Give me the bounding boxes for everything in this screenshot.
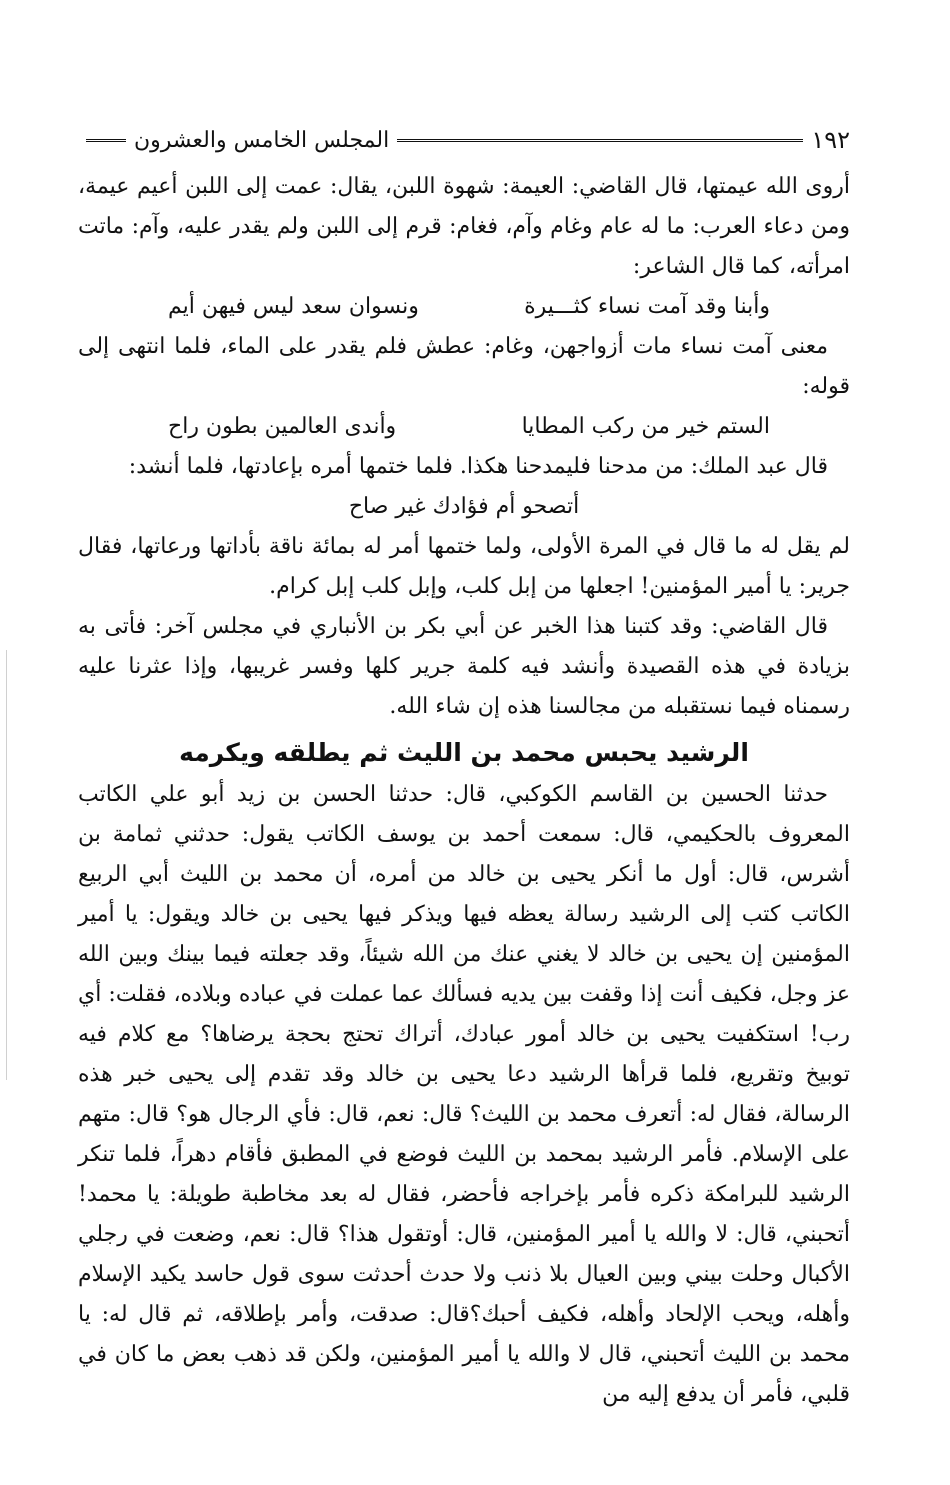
paragraph: حدثنا الحسين بن القاسم الكوكبي، قال: حدثنا الحسن بن زيد أبو علي الكاتب المعروف بالحكيمي، قال: سمعت أحمد بن يوسف الكاتب يقول: حدثني ثمامة بن أشرس، قال: أول ما أنكر يحيى بن خالد من أمره، أن محمد بن الليث أبي الربيع الكاتب كتب إلى الرشيد رسالة يعظه فيها ويذكر فيها يحيى بن خالد ويقول: يا أمير المؤمنين إن يحيى بن خالد لا يغني عنك من الله شيئاً، وقد جعلته فيما بينك وبين الله عز وجل، فكيف أنت إذا وقفت بين يديه فسألك عما عملت في عباده وبلاده، فقلت: أي رب! استكفيت يحيى بن خالد أمور عبادك، أتراك تحتج بحجة يرضاها؟ مع كلام فيه توبيخ وتقريع، فلما قرأها الرشيد دعا يحيى بن خالد وقد تقدم إلى يحيى خبر هذه الرسالة، فقال له: أتعرف محمد بن الليث؟ قال: نعم، قال: فأي الرجال هو؟ قال: متهم على الإسلام. فأمر الرشيد بمحمد بن الليث فوضع في المطبق فأقام دهراً، فلما تنكر الرشيد للبرامكة ذكره فأمر بإخراجه فأحضر، فقال له بعد مخاطبة طويلة: يا محمد! أتحبني، قال: لا والله يا أمير المؤمنين، قال: أوتقول هذا؟ قال: نعم، وضعت في رجلي الأكبال وحلت بيني وبين العيال بلا ذنب ولا حدث أحدثت سوى قول حاسد يكيد الإسلام وأهله، ويحب الإلحاد وأهله، فكيف أحبك؟قال: صدقت، وأمر بإطلاقه، ثم قال له: يا محمد بن الليث أتحبني، قال لا والله يا أمير المؤمنين، ولكن قد ذهب بعض ما كان في قلبي، فأمر أن يدفع إليه من <box>78 782 850 1407</box>
section-heading: الرشيد يحبس محمد بن الليث ثم يطلقه ويكرمه <box>179 738 749 767</box>
verse-line <box>78 407 850 447</box>
verse-hemistich: أتصحو أم فؤادك غير صاح <box>348 494 580 519</box>
page-body <box>78 167 850 1415</box>
verse-hemistich-first: الستم خير من ركب المطايا <box>521 414 770 439</box>
paragraph: قال القاضي: وقد كتبنا هذا الخبر عن أبي بكر بن الأنباري في مجلس آخر: فأتى به بزيادة في هذه القصيدة وأنشد فيه كلمة جرير كلها وفسر غريبها، وإذا عثرنا عليه رسمناه فيما نستقبله من مجالسنا هذه إن شاء الله. <box>78 614 850 719</box>
header-rule-end <box>86 139 126 142</box>
paragraph: معنى آمت نساء مات أزواجهن، وغام: عطش فلم يقدر على الماء، فلما انتهى إلى قوله: <box>78 334 850 399</box>
page-number: ١٩٢ <box>811 126 850 154</box>
paragraph: قال عبد الملك: من مدحنا فليمدحنا هكذا. فلما ختمها أمره بإعادتها، فلما أنشد: <box>128 454 828 479</box>
paragraph: أروى الله عيمتها، قال القاضي: العيمة: شهوة اللبن، يقال: عمت إلى اللبن أعيم عيمة، ومن دعاء العرب: ما له عام وغام وآم، فغام: قرم إلى اللبن ولم يقدر عليه، وآم: ماتت امرأته، كما قال الشاعر: <box>78 174 850 279</box>
verse-hemistich-second: ونسوان سعد ليس فيهن أيم <box>168 294 419 319</box>
running-header <box>78 120 850 160</box>
verse-line <box>78 487 850 527</box>
header-rule <box>397 139 803 142</box>
verse-hemistich-second: وأندى العالمين بطون راح <box>168 414 397 439</box>
verse-hemistich-first: وأبنا وقد آمت نساء كثـــيرة <box>524 294 770 319</box>
verse-line <box>78 287 850 327</box>
scan-edge-line <box>6 650 7 1080</box>
paragraph: لم يقل له ما قال في المرة الأولى، ولما ختمها أمر له بمائة ناقة بأداتها ورعاتها، فقال جرير: يا أمير المؤمنين! اجعلها من إبل كلب، وإبل كلب إبل كرام. <box>78 534 850 599</box>
chapter-title: المجلس الخامس والعشرون <box>134 127 390 153</box>
